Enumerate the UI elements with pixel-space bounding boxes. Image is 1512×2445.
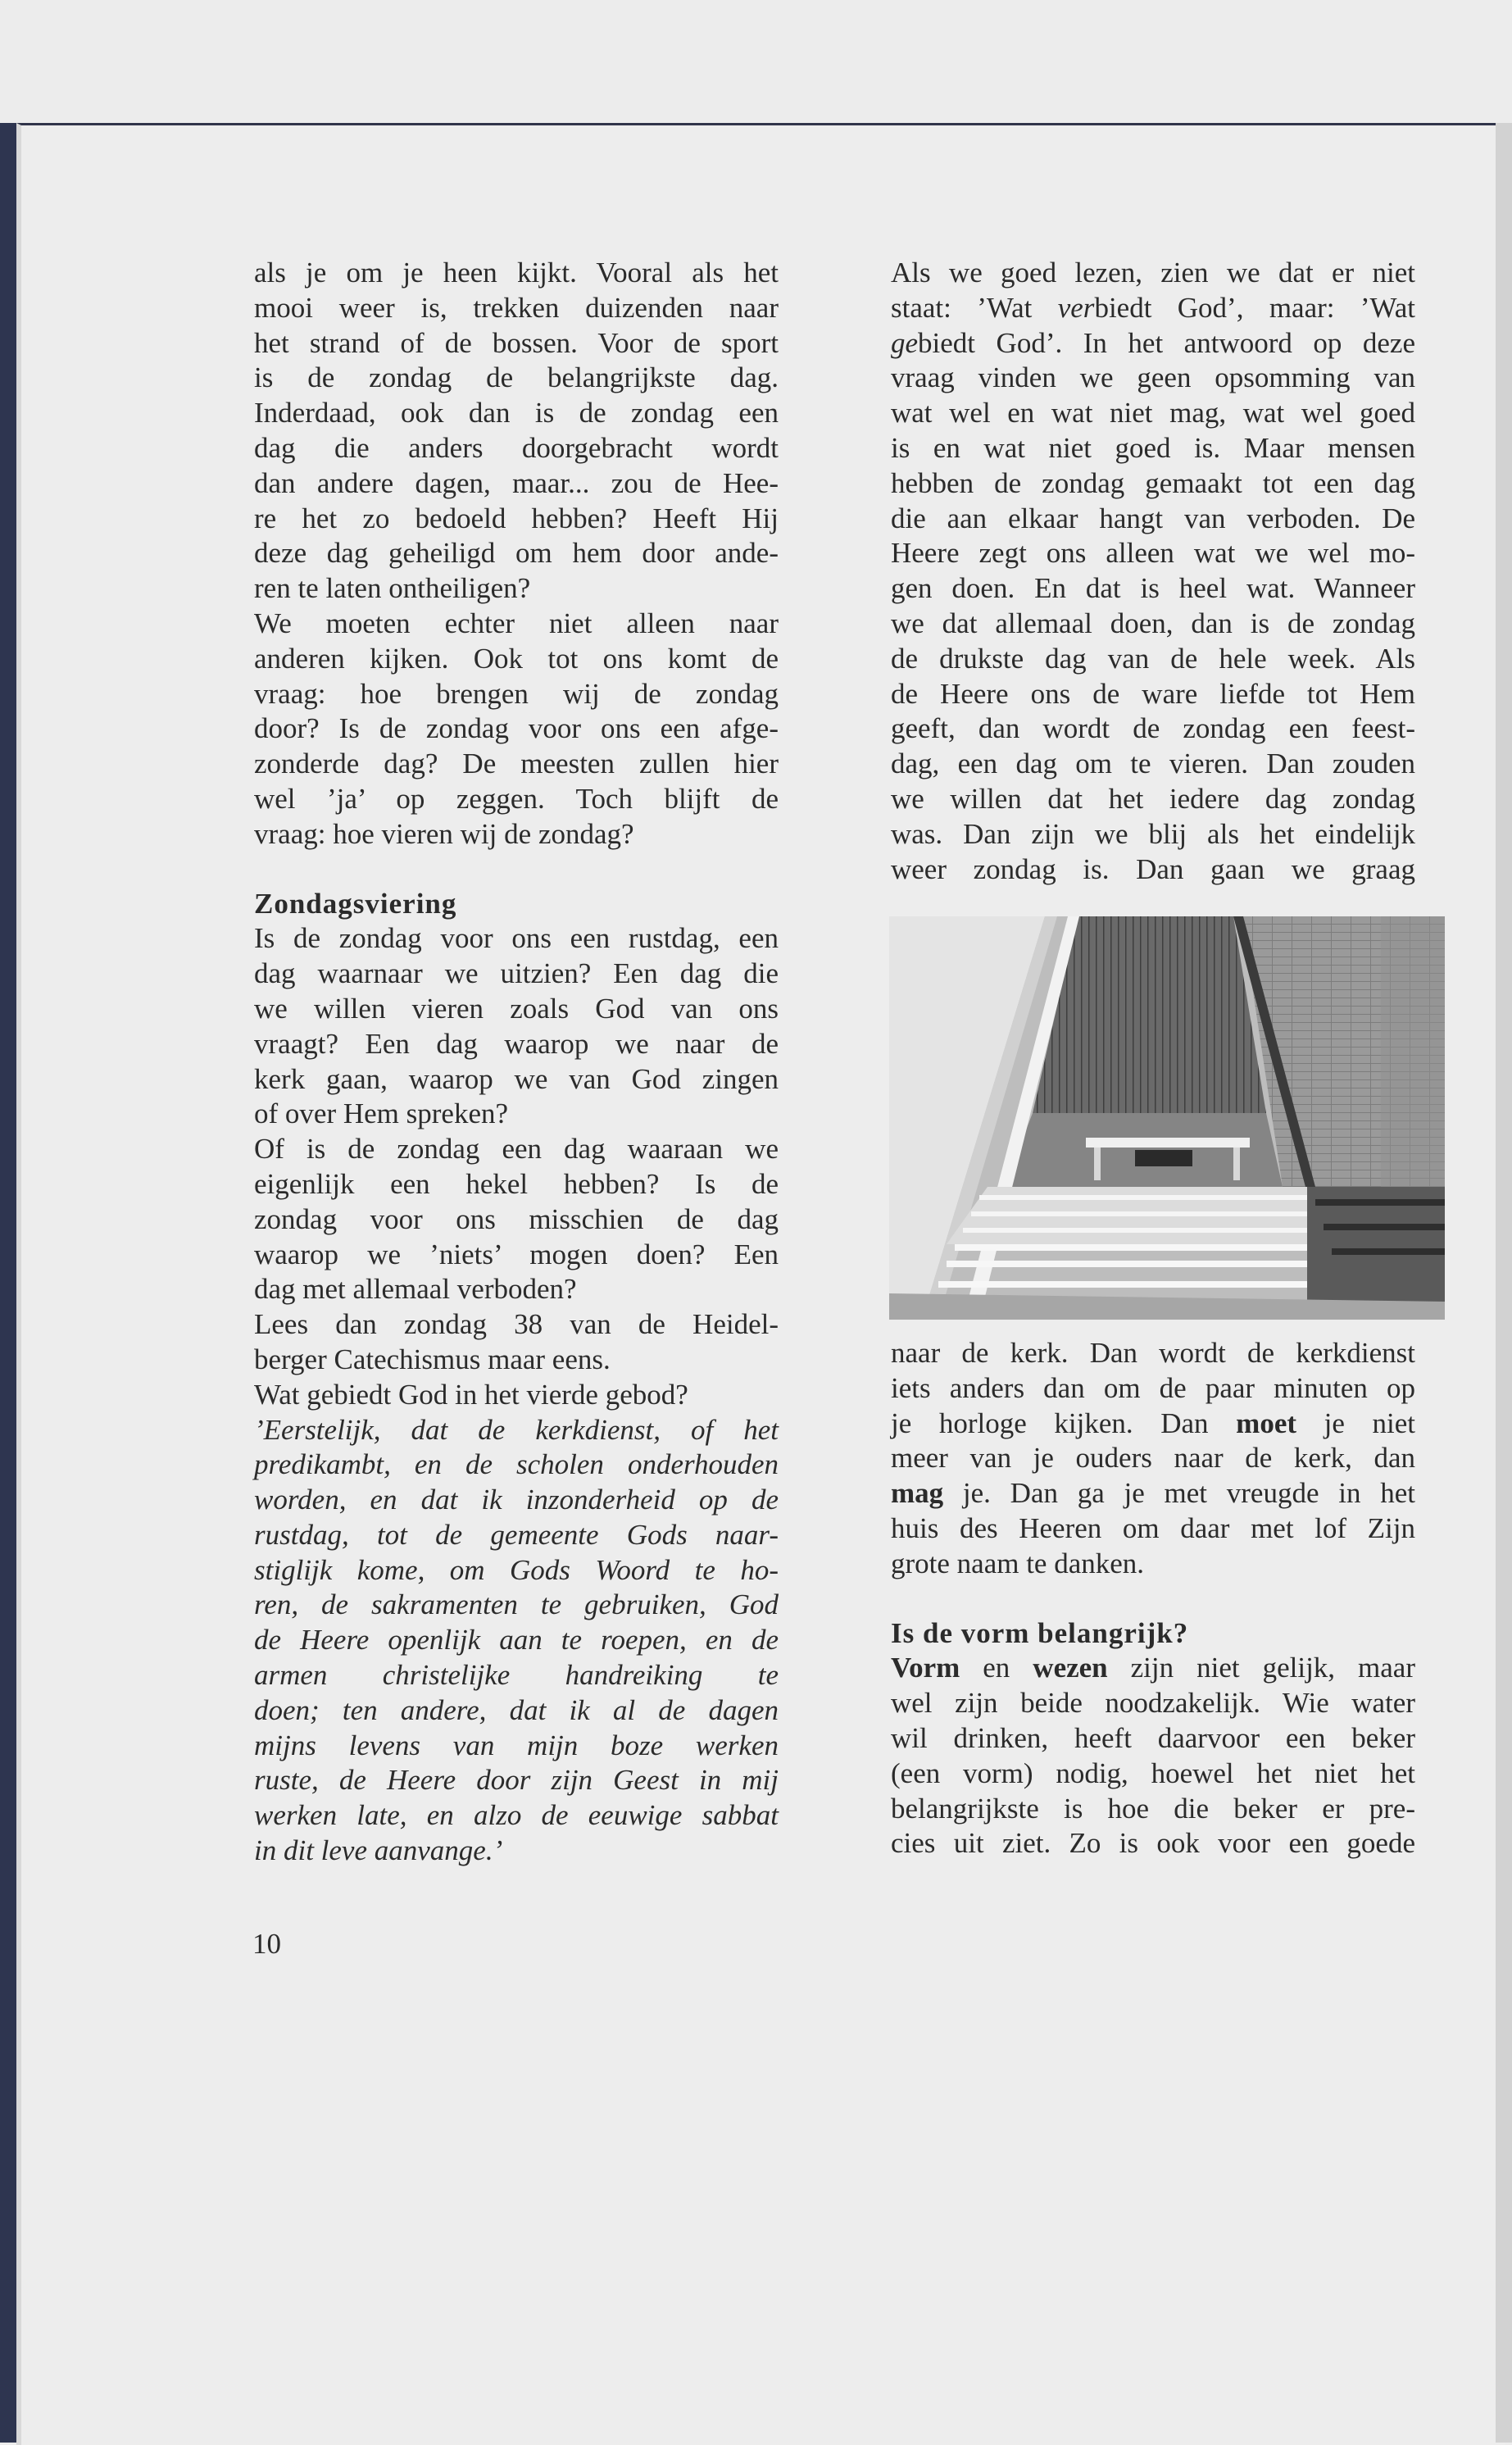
text-line: Als we goed lezen, zien we dat er niet bbox=[891, 257, 1415, 289]
text-line: weer zondag is. Dan gaan we graag bbox=[891, 852, 1415, 885]
church-interior-photo bbox=[889, 916, 1445, 1320]
text-line: We moeten echter niet alleen naar bbox=[254, 607, 779, 639]
text-line: Inderdaad, ook dan is de zondag een bbox=[254, 397, 779, 429]
quote-line: armen christelijke handreiking te bbox=[254, 1659, 779, 1692]
text-line: Of is de zondag een dag waaraan we bbox=[254, 1133, 779, 1166]
quote-line: rustdag, tot de gemeente Gods naar- bbox=[254, 1518, 779, 1551]
text-line: als je om je heen kijkt. Vooral als het bbox=[254, 257, 779, 289]
text-line: je horloge kijken. Dan moet je niet bbox=[891, 1407, 1415, 1439]
section-heading: Zondagsviering bbox=[254, 887, 457, 920]
quote-line: ruste, de Heere door zijn Geest in mij bbox=[254, 1764, 779, 1797]
text-line: mooi weer is, trekken duizenden naar bbox=[254, 291, 779, 324]
text-line: (een vorm) nodig, hoewel het niet het bbox=[891, 1756, 1415, 1789]
text-line: gen doen. En dat is heel wat. Wanneer bbox=[891, 572, 1415, 605]
text-line: Lees dan zondag 38 van de Heidel- bbox=[254, 1308, 779, 1341]
text-line: hebben de zondag gemaakt tot een dag bbox=[891, 466, 1415, 499]
text-line: Wat gebiedt God in het vierde gebod? bbox=[254, 1378, 688, 1411]
right-column-bottom bbox=[891, 1336, 1415, 1861]
text-line: meer van je ouders naar de kerk, dan bbox=[891, 1442, 1415, 1475]
text-line: de Heere ons de ware liefde tot Hem bbox=[891, 677, 1415, 710]
text-line: is de zondag de belangrijkste dag. bbox=[254, 361, 779, 394]
text-line: Is de zondag voor ons een rustdag, een bbox=[254, 922, 779, 955]
text-line: mag je. Dan ga je met vreugde in het bbox=[891, 1477, 1415, 1510]
text-line: Vorm en wezen zijn niet gelijk, maar bbox=[891, 1652, 1415, 1684]
text-line: we willen vieren zoals God van ons bbox=[254, 992, 779, 1025]
text-line: deze dag geheiligd om hem door ande- bbox=[254, 537, 779, 570]
text-line: de drukste dag van de hele week. Als bbox=[891, 642, 1415, 675]
quote-line: de Heere openlijk aan te roepen, en de bbox=[254, 1624, 779, 1657]
text-line: belangrijkste is hoe die beker er pre- bbox=[891, 1792, 1415, 1825]
text-line: dag die anders doorgebracht wordt bbox=[254, 431, 779, 464]
text-line: dag waarnaar we uitzien? Een dag die bbox=[254, 957, 779, 990]
text-line: was. Dan zijn we blij als het eindelijk bbox=[891, 817, 1415, 850]
text-line: cies uit ziet. Zo is ook voor een goede bbox=[891, 1827, 1415, 1860]
text-line: eigenlijk een hekel hebben? Is de bbox=[254, 1167, 779, 1200]
text-line: vraag: hoe vieren wij de zondag? bbox=[254, 817, 634, 850]
text-line: gebiedt God’. In het antwoord op deze bbox=[891, 326, 1415, 359]
text-line: wat wel en wat niet mag, wat wel goed bbox=[891, 397, 1415, 429]
quote-line: predikambt, en de scholen onderhouden bbox=[254, 1448, 779, 1481]
text-line: Heere zegt ons alleen wat we wel mo- bbox=[891, 537, 1415, 570]
quote-line: mijns levens van mijn boze werken bbox=[254, 1729, 779, 1761]
quote-line: ren, de sakramenten te gebruiken, God bbox=[254, 1588, 779, 1621]
text-line: we dat allemaal doen, dan is de zondag bbox=[891, 607, 1415, 639]
text-line: kerk gaan, waarop we van God zingen bbox=[254, 1062, 779, 1095]
text-line: wel zijn beide noodzakelijk. Wie water bbox=[891, 1687, 1415, 1720]
text-line: wil drinken, heeft daarvoor een beker bbox=[891, 1721, 1415, 1754]
text-line: staat: ’Wat verbiedt God’, maar: ’Wat bbox=[891, 291, 1415, 324]
page-edge bbox=[1496, 123, 1512, 2443]
text-line: ren te laten ontheiligen? bbox=[254, 572, 531, 605]
text-line: vraagt? Een dag waarop we naar de bbox=[254, 1027, 779, 1060]
text-line: we willen dat het iedere dag zondag bbox=[891, 782, 1415, 815]
text-line: vraag vinden we geen opsomming van bbox=[891, 361, 1415, 394]
quote-line: doen; ten andere, dat ik al de dagen bbox=[254, 1693, 779, 1726]
quote-line: werken late, en alzo de eeuwige sabbat bbox=[254, 1799, 779, 1832]
text-line: vraag: hoe brengen wij de zondag bbox=[254, 677, 779, 710]
text-line: berger Catechismus maar eens. bbox=[254, 1343, 611, 1375]
text-line: anderen kijken. Ook tot ons komt de bbox=[254, 642, 779, 675]
quote-line: worden, en dat ik inzonderheid op de bbox=[254, 1484, 779, 1516]
text-line: die aan elkaar hangt van verboden. De bbox=[891, 502, 1415, 534]
text-line: zonderde dag? De meesten zullen hier bbox=[254, 748, 779, 780]
text-line: is en wat niet goed is. Maar mensen bbox=[891, 431, 1415, 464]
quote-line: stiglijk kome, om Gods Woord te ho- bbox=[254, 1553, 779, 1586]
text-line: het strand of de bossen. Voor de sport bbox=[254, 326, 779, 359]
text-line: huis des Heeren om daar met lof Zijn bbox=[891, 1511, 1415, 1544]
text-line: waarop we ’niets’ mogen doen? Een bbox=[254, 1238, 779, 1270]
text-line: naar de kerk. Dan wordt de kerkdienst bbox=[891, 1337, 1415, 1369]
text-line: iets anders dan om de paar minuten op bbox=[891, 1371, 1415, 1404]
text-line: dan andere dagen, maar... zou de Hee- bbox=[254, 466, 779, 499]
left-column bbox=[254, 256, 779, 1869]
quote-line: in dit leve aanvange.’ bbox=[254, 1834, 503, 1867]
text-line: re het zo bedoeld hebben? Heeft Hij bbox=[254, 502, 779, 534]
right-column-top bbox=[891, 256, 1415, 887]
text-line: dag, een dag om te vieren. Dan zouden bbox=[891, 748, 1415, 780]
text-line: wel ’ja’ op zeggen. Toch blijft de bbox=[254, 782, 779, 815]
text-line: grote naam te danken. bbox=[891, 1547, 1145, 1579]
text-line: of over Hem spreken? bbox=[254, 1098, 509, 1130]
page-number: 10 bbox=[252, 1928, 281, 1960]
text-line: geeft, dan wordt de zondag een feest- bbox=[891, 712, 1415, 745]
quote-line: ’Eerstelijk, dat de kerkdienst, of het bbox=[254, 1413, 779, 1446]
text-line: door? Is de zondag voor ons een afge- bbox=[254, 712, 779, 745]
text-line: dag met allemaal verboden? bbox=[254, 1273, 577, 1306]
section-heading: Is de vorm belangrijk? bbox=[891, 1616, 1189, 1649]
text-line: zondag voor ons misschien de dag bbox=[254, 1202, 779, 1235]
